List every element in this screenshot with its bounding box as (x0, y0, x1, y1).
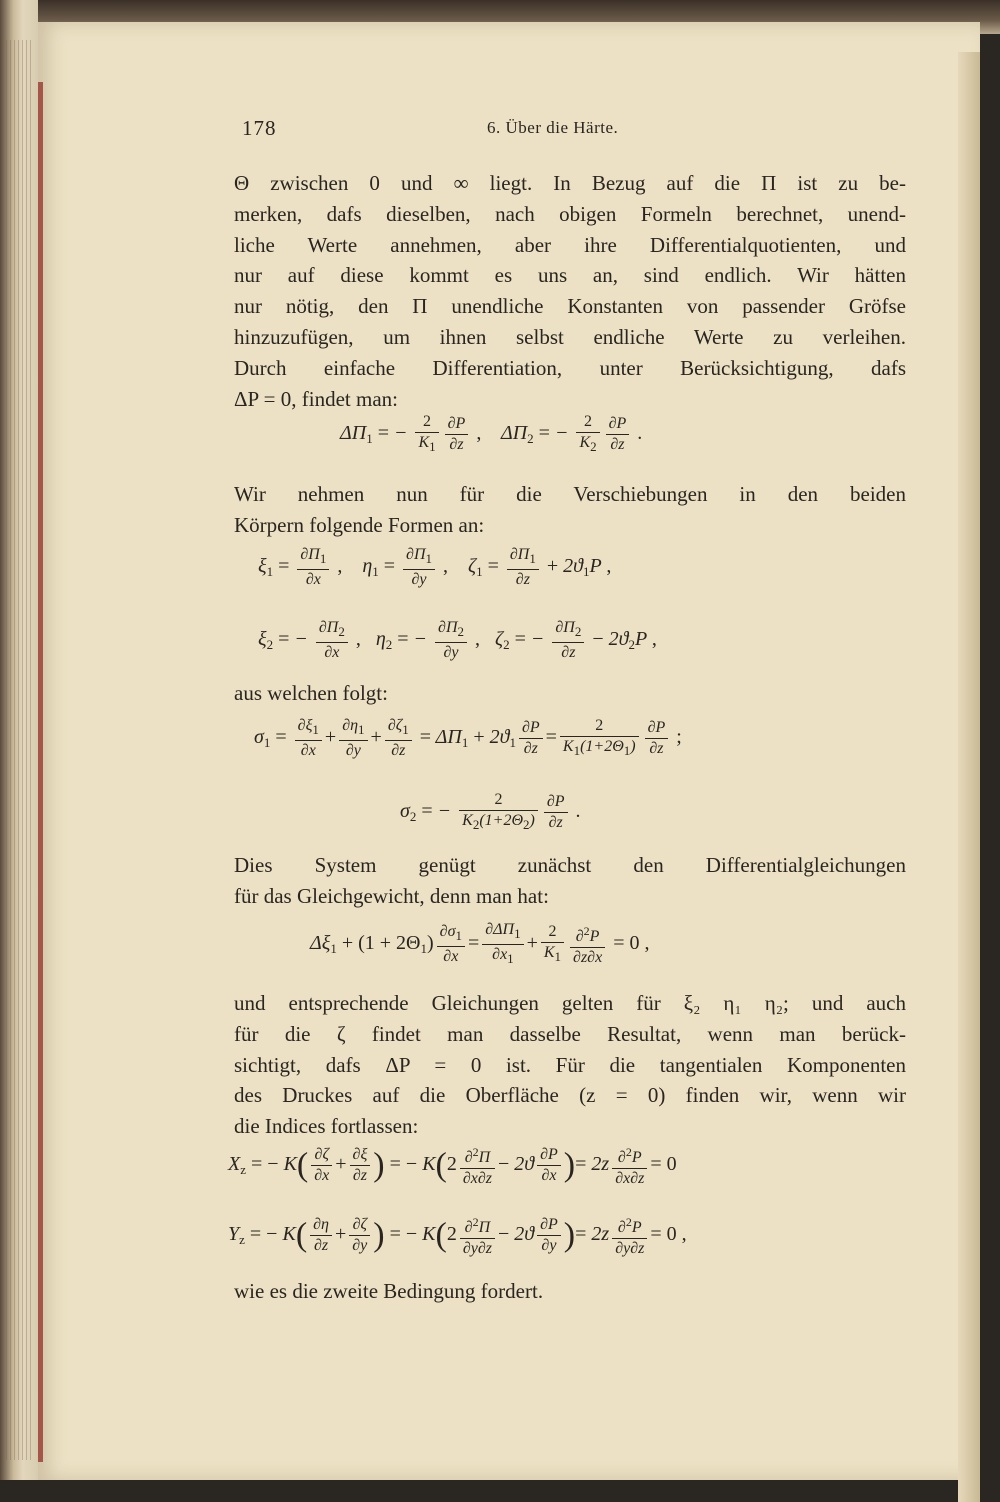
text-line: für das Gleichgewicht, denn man hat: (234, 883, 549, 908)
running-head: 6. Über die Härte. (487, 118, 619, 137)
equation-7-drawn: $X_z$ = − K( $\frac{\partial\zeta}{\partial x}$ + $\frac{\partial\xi}{\partial z}$ ) = − K(2 $\frac{\partial^2\Pi}{\partial x\partial z}$ − 2ϑ $\frac{\partial P}{\partial x}$ )= 2z $\frac{\partial^2P}{\partial x\partial z}$ = 0 (228, 1142, 677, 1189)
equation-1-drawn: $\Delta\Pi_1$ = − $\frac{2}{K_1}$ $\frac{\partial P}{\partial z}$ , $\Delta\Pi_2$ = − $\frac{2}{K_2}$ $\frac{\partial P}{\partial z}$ . (340, 413, 643, 454)
text-line: Dies System genügt zunächst den Differentialgleichungen (234, 853, 906, 877)
text-line: des Druckes auf die Oberfläche (z = 0) finden wir, wenn wir (234, 1083, 906, 1108)
paragraph-5 (234, 988, 906, 1142)
page-right-edge (958, 52, 980, 1502)
text-line: Körpern folgende Formen an: (234, 512, 485, 537)
text-line: für die ζ findet man dasselbe Resultat, wenn man berück- (234, 1021, 906, 1046)
equation-2-drawn: $\xi_1$ = $\frac{\partial\Pi_1}{\partial x}$ , $\eta_1$ = $\frac{\partial\Pi_1}{\partial y}$ , $\zeta_1$ = $\frac{\partial\Pi_1}{\partial z}$ + $2ϑ_1P$ , (258, 546, 612, 588)
text-line: nur auf diese kommt es uns an, sind endlich. Wir hätten (234, 263, 906, 288)
page-number: 178 (242, 116, 277, 140)
paragraph-1 (234, 168, 906, 414)
text-line: Durch einfache Differentiation, unter Berücksichtigung, dafs (234, 355, 906, 380)
text-line: sichtigt, dafs ΔP = 0 ist. Für die tangentialen Komponenten (234, 1052, 906, 1077)
text-line: die Indices fortlassen: (234, 1114, 419, 1139)
text-line: nur nötig, den Π unendliche Konstanten von passender Gröfse (234, 294, 906, 319)
paragraph-4 (234, 850, 906, 912)
page-red-edge (38, 82, 43, 1462)
text-line: aus welchen folgt: (234, 681, 388, 705)
text-line: und entsprechende Gleichungen gelten für ξ₂ η₁ η₂; und auch (234, 991, 906, 1015)
paragraph-3 (234, 678, 906, 709)
paragraph-2 (234, 479, 906, 541)
paragraph-6 (234, 1276, 906, 1307)
text-line: liche Werte annehmen, aber ihre Differentialquotienten, und (234, 232, 906, 257)
equation-8-drawn: $Y_z$ = − K( $\frac{\partial\eta}{\partial z}$ + $\frac{\partial\zeta}{\partial y}$ ) = − K(2 $\frac{\partial^2\Pi}{\partial y\partial z}$ − 2ϑ $\frac{\partial P}{\partial y}$ )= 2z $\frac{\partial^2P}{\partial y\partial z}$ = 0 , (228, 1212, 687, 1259)
equation-6-drawn: $\Delta\xi_1 + (1 + 2\Theta_1)$ $\frac{\partial\sigma_1}{\partial x}$ = $\frac{\partial\Delta\Pi_1}{\partial x_1}$ + $\frac{2}{K_1}$ $\frac{\partial^2P}{\partial z\partial x}$ = 0 , (310, 921, 650, 966)
equation-4-drawn: $\sigma_1$ = $\frac{\partial\xi_1}{\partial x}$ + $\frac{\partial\eta_1}{\partial y}$ + $\frac{\partial\zeta_1}{\partial z}$ = $\Delta\Pi_1 + 2ϑ_1$ $\frac{\partial P}{\partial z}$ = $\frac{2}{K_1(1+2\Theta_1)}$ $\frac{\partial P}{\partial z}$ ; (254, 717, 682, 759)
text-line: Θ zwischen 0 und ∞ liegt. In Bezug auf die Π ist zu be- (234, 171, 906, 195)
spine-lines (6, 40, 32, 1460)
text-line: Wir nehmen nun für die Verschiebungen in den beiden (234, 482, 906, 506)
page-header (0, 116, 1000, 146)
text-line: merken, dafs dieselben, nach obigen Formeln berechnet, unend- (234, 201, 906, 226)
equation-5-drawn: $\sigma_2$ = − $\frac{2}{K_2(1+2\Theta_2)}$ $\frac{\partial P}{\partial z}$ . (400, 791, 581, 832)
text-line: wie es die zweite Bedingung fordert. (234, 1279, 544, 1303)
text-line: hinzuzufügen, um ihnen selbst endliche Werte zu verleihen. (234, 324, 906, 349)
text-line: ΔP = 0, findet man: (234, 386, 398, 411)
book-spine (0, 0, 38, 1480)
equation-3-drawn: $\xi_2$ = − $\frac{\partial\Pi_2}{\partial x}$ , $\eta_2$ = − $\frac{\partial\Pi_2}{\partial y}$ , $\zeta_2$ = − $\frac{\partial\Pi_2}{\partial z}$ − $2ϑ_2P$ , (258, 619, 657, 661)
